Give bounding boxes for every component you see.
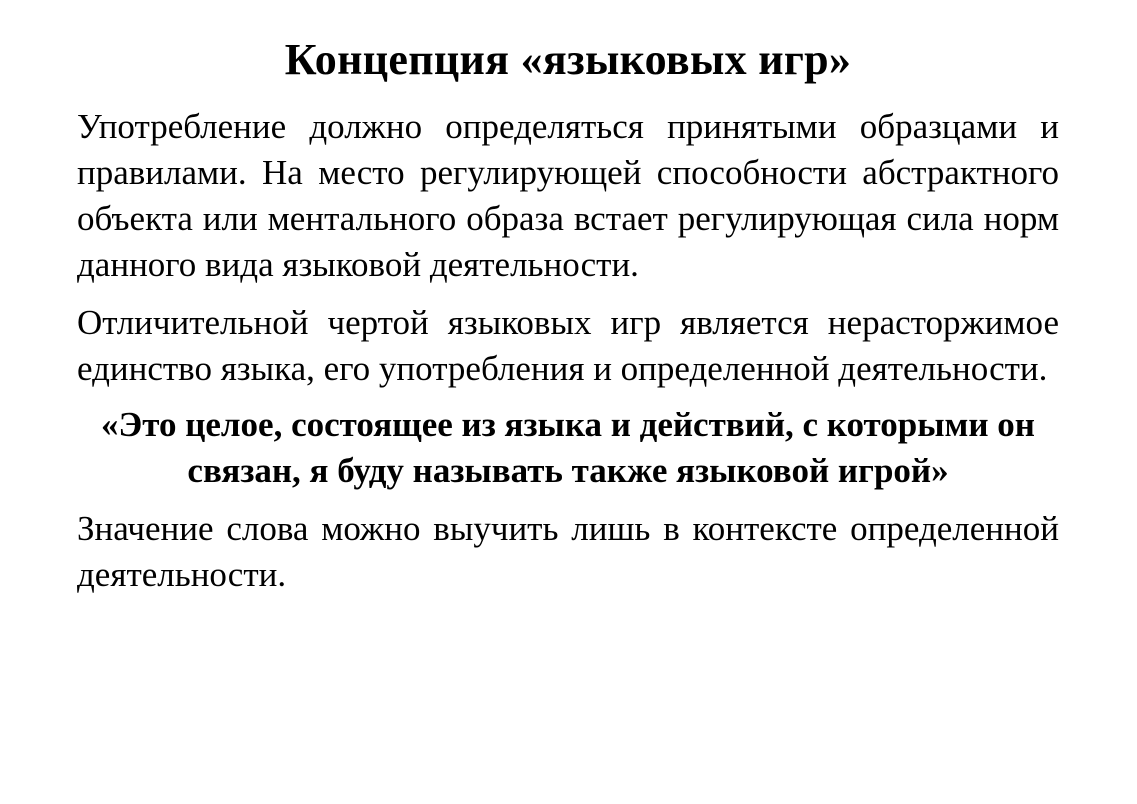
slide-title: Концепция «языковых игр» [284,35,852,84]
paragraph-meaning: Значение слова можно выучить лишь в контексте определенной деятельности. [77,509,1059,594]
slide [77,28,1059,598]
paragraph-language-games: Отличительной чертой языковых игр является нерасторжимое единство языка, его употребления и определенной деятельности. [77,303,1059,388]
paragraph-usage: Употребление должно определяться принятыми образцами и правилами. На место регулирующей способности абстрактного объекта или ментального образа встает регулирующая сила норм данного вида языковой деятельности. [77,107,1059,284]
quote: «Это целое, состоящее из языка и действий, с которыми он связан, я буду называть также языковой игрой» [101,405,1035,490]
